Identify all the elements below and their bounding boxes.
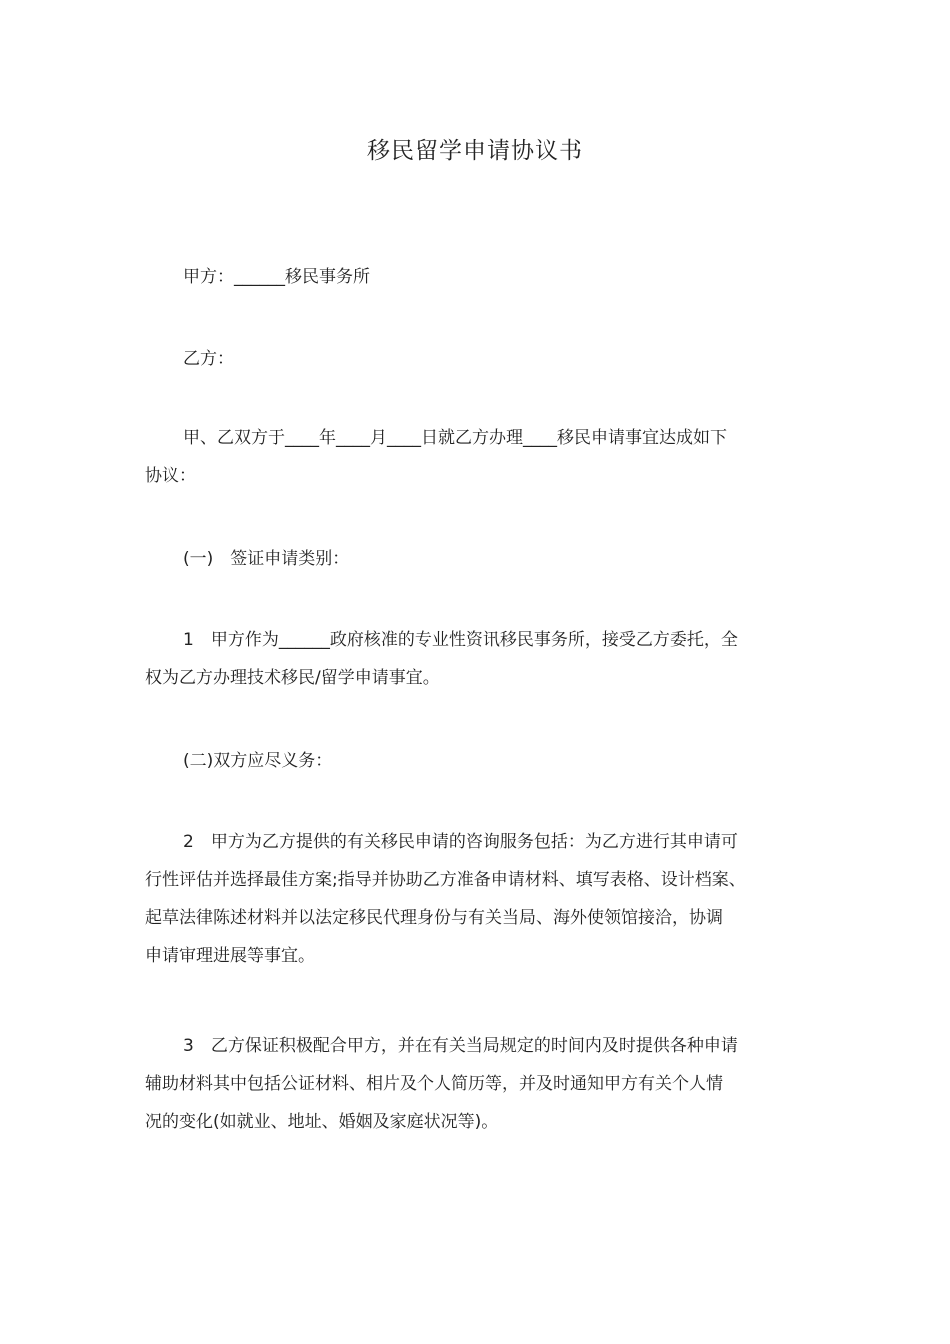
intro-line-1: 甲、乙双方于____年____月____日就乙方办理____移民申请事宜达成如下 [183,428,727,448]
clause-3-line-1: 3 乙方保证积极配合甲方，并在有关当局规定的时间内及时提供各种申请 [183,1036,738,1056]
intro-paragraph [145,419,815,495]
clause-2-line-3: 起草法律陈述材料并以法定移民代理身份与有关当局、海外使领馆接洽，协调 [145,908,723,928]
clause-2-line-4: 申请审理进展等事宜。 [145,946,315,966]
section-1-heading [145,540,853,578]
document-title: 移民留学申请协议书 [367,138,583,164]
section-2-heading [145,742,853,780]
clause-3-line-3: 况的变化(如就业、地址、婚姻及家庭状况等)。 [145,1112,499,1132]
intro-line-2: 协议： [145,466,196,486]
clause-3-paragraph [145,1027,815,1141]
party-a-line [145,258,853,296]
party-b-text: 乙方： [183,349,234,369]
clause-2-line-1: 2 甲方为乙方提供的有关移民申请的咨询服务包括：为乙方进行其申请可 [183,832,738,852]
party-a-text: 甲方：______移民事务所 [183,267,370,287]
clause-1-paragraph [145,621,815,697]
clause-2-line-2: 行性评估并选择最佳方案;指导并协助乙方准备申请材料、填写表格、设计档案、 [145,870,746,890]
clause-1-line-2: 权为乙方办理技术移民/留学申请事宜。 [145,668,440,688]
section-1-heading-text: (一) 签证申请类别： [183,549,350,569]
section-2-heading-text: (二)双方应尽义务： [183,751,333,771]
clause-1-line-1: 1 甲方作为______政府核准的专业性资讯移民事务所，接受乙方委托，全 [183,630,738,650]
party-b-line [145,340,853,378]
clause-2-paragraph [145,823,815,975]
clause-3-line-2: 辅助材料其中包括公证材料、相片及个人简历等，并及时通知甲方有关个人情 [145,1074,723,1094]
